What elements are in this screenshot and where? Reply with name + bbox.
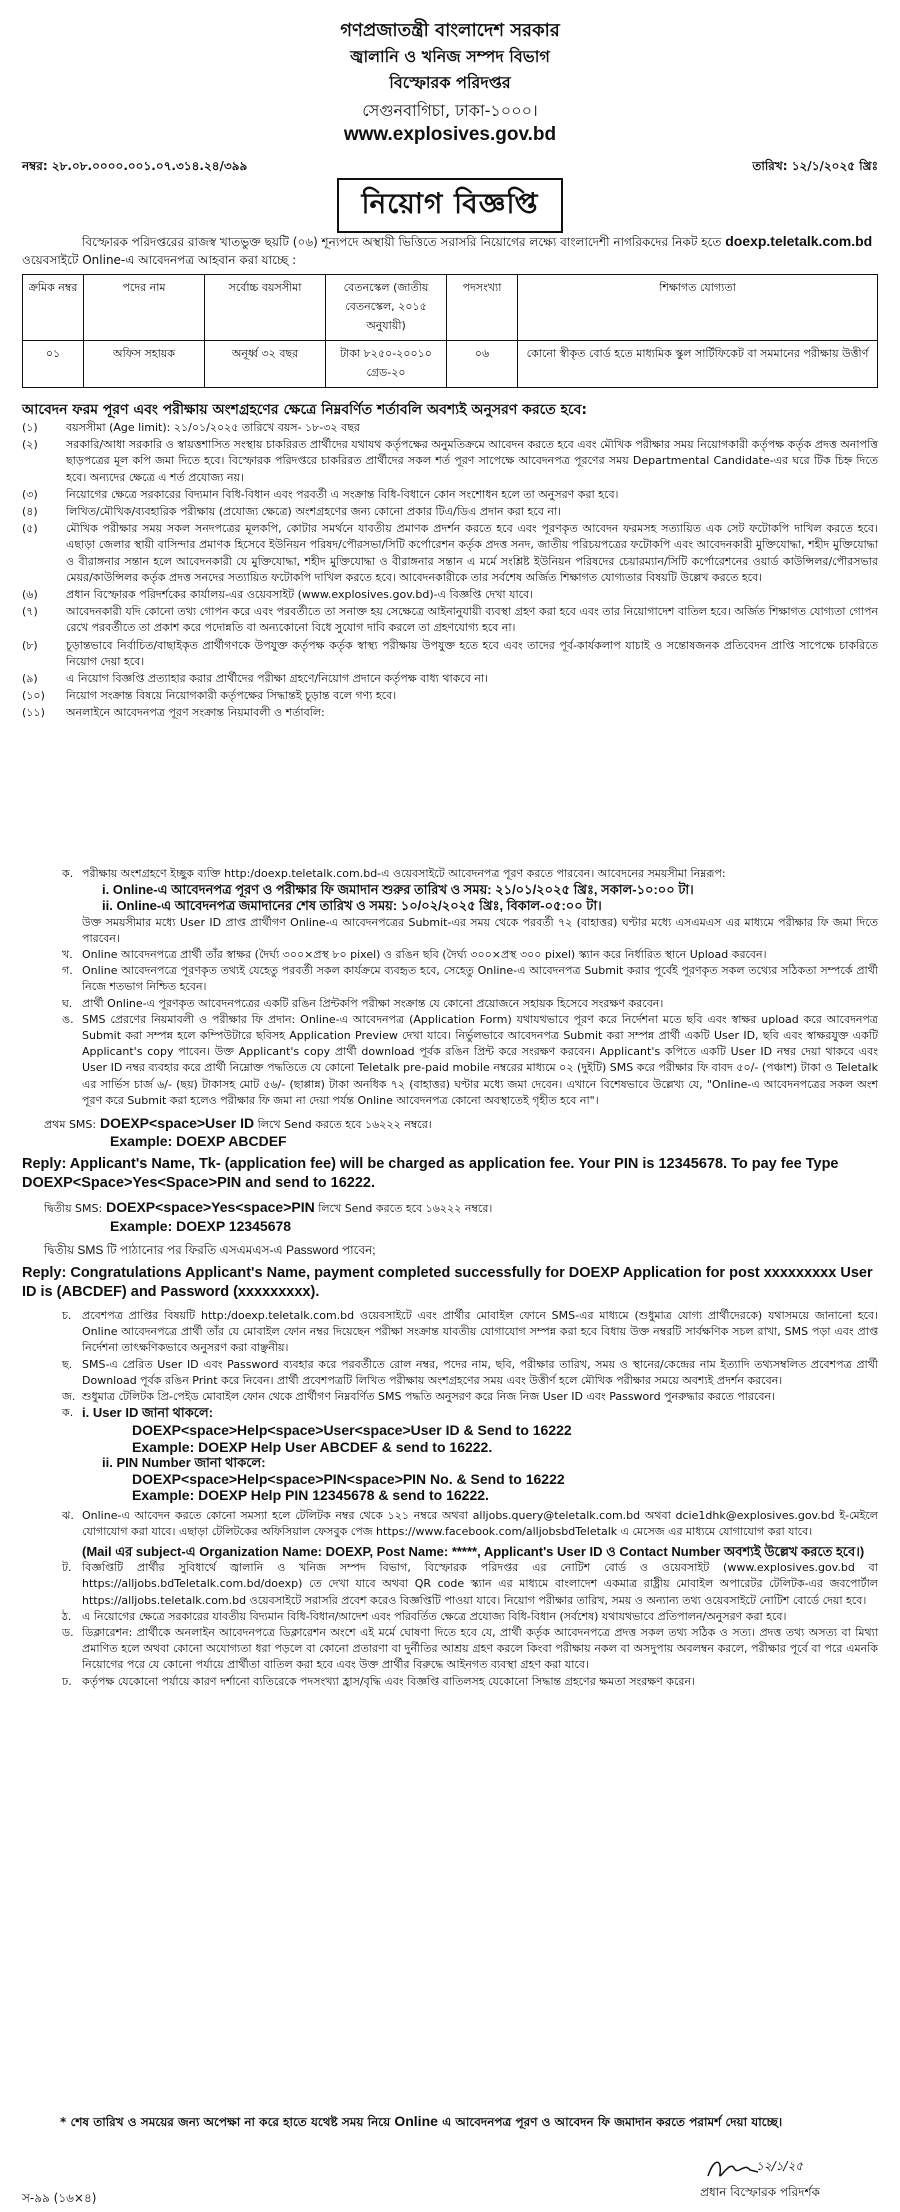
govt-name: গণপ্রজাতন্ত্রী বাংলাদেশ সরকার: [340, 20, 560, 41]
conditions-title: আবেদন ফরম পূরণ এবং পরীক্ষায় অংশগ্রহণের ক্ষেত্রে নিম্নবর্ণিত শর্তাবলি অবশ্যই অনুসরণ করতে হবে:: [22, 402, 588, 418]
cell-qualification: কোনো স্বীকৃত বোর্ড হতে মাধ্যমিক স্কুল সার্টিফিকেট বা সমমানের পরীক্ষায় উত্তীর্ণ: [518, 341, 878, 388]
mail-subject-line: (Mail এর subject-এ Organization Name: DOEXP, Post Name: *****, Applicant's User ID ও Contact Number অবশ্যই উল্লেখ করতে হবে।): [82, 1543, 865, 1559]
rule-dha: ঢ. কর্তৃপক্ষ যেকোনো পর্যায়ে কারণ দর্শানো ব্যতিরেকে পদসংখ্যা হ্রাস/বৃদ্ধি এবং বিজ্ঞপ্তি বাতিলসহ যেকোনো সিদ্ধান্ত গ্রহণের ক্ষমতা সংরক্ষণ করেন।: [62, 1674, 695, 1688]
second-sms-reply: Reply: Congratulations Applicant's Name, payment completed successfully for DOEXP Application for post xxxxxxxxx User ID is (ABCDEF) and Password (xxxxxxxxx).: [22, 1265, 873, 1301]
condition-item: (৩) নিয়োগের ক্ষেত্রে সরকারের বিদ্যমান বিধি-বিধান এবং পরবর্তী এ সংক্রান্ত বিধি-বিধানে কোন সংশোধন হলে তা অনুসরণ করা হবে।: [22, 487, 619, 501]
recovery-pin-example: Example: DOEXP Help PIN 12345678 & send to 16222.: [132, 1487, 489, 1504]
intro-paragraph: [22, 232, 878, 269]
online-rules: [22, 866, 878, 1690]
rule-umo: ঙ. SMS প্রেরণের নিয়মাবলী ও পরীক্ষার ফি প্রদান: Online-এ আবেদনপত্র (Application Form) যথাযথভাবে পূরণ করে নির্দেশনা মতে ছবি এবং স্বাক্ষর upload করে আবেদনপত্র Submit করা সম্পন্ন হলে কম্পিউটারে ছবিসহ Application Preview দেখা যাবে। নির্ভুলভাবে আবেদনপত্র Submit করা সম্পন্ন প্রার্থী একটি User ID, ছবি এবং স্বাক্ষরযুক্ত একটি Applicant's copy পাবেন। উক্ত Applicant's copy প্রার্থী download পূর্বক রঙিন প্রিন্ট করে সংরক্ষণ করবেন। Applicant's কপিতে একটি User ID নম্বর দেয়া থাকবে এবং User ID নম্বর ব্যবহার করে প্রার্থী নিম্নোক্ত পদ্ধতিতে যে কোনো Teletalk pre-paid mobile নম্বরের মাধ্যমে ০২ (দুইটি) SMS করে পরীক্ষার ফি বাবদ ৫০/- (পঞ্চাশ) টাকা ও Teletalk এর সার্ভিস চার্জ ৬/- (ছয়) টাকাসহ মোট ৫৬/- (ছাপ্পান্ন) টাকা অনধিক ৭২ (বাহাত্তর) ঘণ্টার মধ্যে জমা দেবেন। এখানে বিশেষভাবে উল্লেখ্য যে, "Online-এ আবেদনপত্রের সকল অংশ পূরণ করে Submit করা হলেও পরীক্ষার ফি জমা না দেয়া পর্যন্ত Online আবেদনপত্র কোনো অবস্থাতেই গৃহীত হবে না"।: [62, 1012, 878, 1107]
intro-site[interactable]: doexp.teletalk.com.bd: [725, 233, 873, 249]
reference-row: [22, 158, 878, 178]
rule-da: ড. ডিক্লারেশন: প্রার্থীকে অনলাইন আবেদনপত্রে ডিক্লারেশন অংশে এই মর্মে ঘোষণা দিতে হবে যে, প্রার্থী কর্তৃক আবেদনপত্রে প্রদত্ত সকল তথ্য সঠিক ও সত্য। প্রদত্ত তথ্য অসত্য বা মিথ্যা প্রমাণিত হলে অথবা কোনো অযোগ্যতা ধরা পড়লে বা কোনো প্রতারণা বা দুর্নীতির আশ্রয় গ্রহণ করলে কিংবা পরীক্ষায় নকল বা অসদুপায় অবলম্বন করলে, পরীক্ষার পূর্বে বা পরে এমনকি নিয়োগের পরে যে কোনো পর্যায়ে প্রার্থীতা বাতিল করা হবে এবং উক্ত প্রার্থীর বিরুদ্ধে আইনগত ব্যবস্থা গ্রহণ করা যাবে।: [62, 1625, 878, 1672]
first-sms-reply: Reply: Applicant's Name, Tk- (application fee) will be charged as application fee. Your PIN is 12345678. To pay fee Type DOEXP<Space>Yes<Space>PIN and send to 16222.: [22, 1156, 839, 1192]
rule-cha: চ. প্রবেশপত্র প্রাপ্তির বিষয়টি http:/doexp.teletalk.com.bd ওয়েবসাইটে এবং প্রার্থীর মোবাইল ফোনে SMS-এর মাধ্যমে (শুধুমাত্র যোগ্য প্রার্থীদেরকে) যথাসময়ে জানানো হবে। Online আবেদনপত্রে প্রার্থী তাঁর যে মোবাইল ফোন নম্বর দিয়েছেন পরীক্ষা সংক্রান্ত যাবতীয় যোগাযোগ সম্পন্ন করা হবে বিধায় উক্ত নম্বরটি সার্বক্ষণিক সচল রাখা, SMS পড়া এবং প্রাপ্ত নির্দেশনা তাৎক্ষণিকভাবে অনুসরণ করা বাঞ্ছনীয়।: [62, 1309, 878, 1355]
recovery-userid: ক. i. User ID জানা থাকলে:: [62, 1405, 214, 1421]
table-row: [23, 341, 878, 388]
closing-advice: * শেষ তারিখ ও সময়ের জন্য অপেক্ষা না করে হাতে যথেষ্ট সময় নিয়ে Online এ আবেদনপত্র পূরণ ও আবেদন ফি জমাদান করতে পরামর্শ দেয়া যাচ্ছে।: [60, 2113, 783, 2129]
cell-serial: ০১: [23, 341, 84, 388]
after-second-sms: দ্বিতীয় SMS টি পাঠানোর পর ফিরতি এসএমএস-এ Password পাবেন;: [44, 1242, 376, 1257]
col-pay-scale: বেতনস্কেল (জাতীয় বেতনস্কেল, ২০১৫ অনুযায়ী): [326, 275, 447, 341]
condition-item: (৫) মৌখিক পরীক্ষার সময় সকল সনদপত্রের মূলকপি, কোটার সমর্থনে যাবতীয় প্রমাণক প্রদর্শন করতে হবে এবং পূরণকৃত আবেদন ফরমসহ সত্যায়িত এক সেট ফটোকপি দাখিল করতে হবে। এছাড়া জেলার স্থায়ী বাসিন্দার প্রমাণক হিসেবে ইউনিয়ন পরিষদ/পৌরসভা/সিটি কর্পোরেশন কর্তৃক প্রদত্ত সনদ, জাতীয় পরিচয়পত্রের ফটোকপি এবং আবেদনকারী মুক্তিযোদ্ধা, শহীদ মুক্তিযোদ্ধা ও বীরাঙ্গনার সন্তান হলে আবেদনকারী যে মুক্তিযোদ্ধা, শহীদ মুক্তিযোদ্ধা ও বীরাঙ্গনার সন্তান এ মর্মে সংশ্লিষ্ট ইউনিয়ন পরিষদের চেয়ারম্যান/সিটি কর্পোরেশনের ওয়ার্ড কাউন্সিলর/পৌরসভার মেয়র/কাউন্সিলর কর্তৃক প্রদত্ত সনদের সত্যায়িত ফটোকপি দাখিল করতে হবে। আবেদনকারীকে তার সর্বশেষ অর্জিত শিক্ষাগত যোগ্যতার বিষয়টি উল্লেখ করতে হবে।: [22, 522, 878, 584]
recovery-pin: ii. PIN Number জানা থাকলে:: [102, 1454, 266, 1470]
recovery-userid-cmd: DOEXP<space>Help<space>User<space>User ID & Send to 16222: [132, 1422, 572, 1439]
condition-item: (১) বয়সসীমা (Age limit): ২১/০১/২০২৫ তারিখে বয়স- ১৮-৩২ বছর: [22, 421, 360, 434]
memo-number: নম্বর: ২৮.০৮.০০০০.০০১.০৭.৩১৪.২৪/৩৯৯: [22, 159, 248, 173]
rule-jha: ঝ. Online-এ আবেদন করতে কোনো সমস্যা হলে টেলিটক নম্বর থেকে ১২১ নম্বরে অথবা alljobs.query@teletalk.com.bd অথবা dcie1dhk@explosives.gov.bd ই-মেইলে যোগাযোগ করা যাবে। এছাড়া টেলিটকের অফিসিয়াল ফেসবুক পেজ https://www.facebook.com/alljobsbdTeletalk এ মেসেজ এর মাধ্যমে যোগাযোগ করা যাবে।: [62, 1508, 878, 1538]
signature-date: ১২/১/২৫: [756, 2159, 804, 2173]
col-max-age: সর্বোচ্চ বয়সসীমা: [205, 275, 326, 341]
cell-post-name: অফিস সহায়ক: [84, 341, 205, 388]
col-qualification: শিক্ষাগত যোগ্যতা: [518, 275, 878, 341]
first-sms: প্রথম SMS: DOEXP<space>User ID লিখে Send করতে হবে ১৬২২২ নম্বরে।: [44, 1115, 432, 1132]
table-header-row: [23, 275, 878, 341]
rule-ka: ক. পরীক্ষায় অংশগ্রহণে ইচ্ছুক ব্যক্তি http:/doexp.teletalk.com.bd-এ ওয়েবসাইটে আবেদনপত্র পূরণ করতে পারবেন। আবেদনের সময়সীমা নিম্নরূপ:: [62, 867, 726, 880]
sms-instructions: [22, 1115, 878, 1302]
rule-kha: খ. Online আবেদনপত্রে প্রার্থী তাঁর স্বাক্ষর (দৈর্ঘ্য ৩০০×প্রস্থ ৮০ pixel) ও রঙিন ছবি (দৈর্ঘ্য ৩০০×প্রস্থ ৩০০ pixel) স্ক্যান করে নির্ধারিত স্থানে Upload করবেন।: [62, 948, 767, 962]
rule-tha: ঠ. এ নিয়োগের ক্ষেত্রে সরকারের যাবতীয় বিদ্যমান বিধি-বিধান/আদেশ এবং পরিবর্তিত ক্ষেত্রে প্রযোজ্য বিধি-বিধান (সর্বশেষ) যথাযথভাবে প্রতিপালন/অনুসরণ করা হবে।: [62, 1609, 787, 1623]
department-name: বিস্ফোরক পরিদপ্তর: [389, 73, 511, 92]
rule-ta: ট. বিজ্ঞপ্তিটি প্রার্থীর সুবিধার্থে জ্বালানি ও খনিজ সম্পদ বিভাগ, বিস্ফোরক পরিদপ্তর এর নোটিশ বোর্ড ও ওয়েবসাইট (www.explosives.gov.bd বা https://alljobs.bdTeletalk.com.bd/doexp) তে দেখা যাবে অথবা QR code স্ক্যান এর মাধ্যমে বাংলাদেশ একমাত্র রাষ্ট্রীয় মোবাইল অপারেটর টেলিটক-এর জবপোর্টাল https://alljobs.teletalk.com.bd ওয়েবসাইটে সরাসরি প্রবেশ করেও বিজ্ঞপ্তিটি পাওয়া যাবে। নিয়োগ পরীক্ষার তারিখ, সময় ও অন্যান্য তথ্য ওয়েবসাইটে নোটিশ বোর্ডে দেয়া হবে।: [62, 1561, 878, 1607]
condition-item: (৭) আবেদনকারী যদি কোনো তথ্য গোপন করে এবং পরবর্তীতে তা সনাক্ত হয় সেক্ষেত্রে আইনানুযায়ী ব্যবস্থা গ্রহণ করা হবে এবং তার নিয়োগাদেশ বাতিল হবে। অর্জিত শিক্ষাগত যোগ্যতা গোপন রেখে পরবর্তীতে তা প্রকাশ করে পদোন্নতি বা অন্যকোনো বিধে সুযোগ দাবি করলে তা গ্রহণযোগ্য হবে না।: [22, 605, 878, 635]
website[interactable]: www.explosives.gov.bd: [343, 124, 557, 145]
recovery-userid-example: Example: DOEXP Help User ABCDEF & send to 16222.: [132, 1438, 493, 1455]
rule-gha: ঘ. প্রার্থী Online-এ পূরণকৃত আবেদনপত্রের একটি রঙিন প্রিন্টকপি পরীক্ষা সংক্রান্ত যে কোনো প্রয়োজনে সহায়ক হিসেবে সংরক্ষণ করবেন।: [62, 996, 664, 1010]
rule-ka-note: উক্ত সময়সীমার মধ্যে User ID প্রাপ্ত প্রার্থীগণ Online-এ আবেদনপত্রের Submit-এর সময় থেকে পরবর্তী ৭২ (বাহাত্তর) ঘণ্টার মধ্যে এসএমএস এর মাধ্যমে পরীক্ষার ফি জমা দিতে পারবেন।: [82, 915, 878, 945]
second-sms-example: Example: DOEXP 12345678: [110, 1217, 292, 1234]
rule-chha: ছ. SMS-এ প্রেরিত User ID এবং Password ব্যবহার করে পরবর্তীতে রোল নম্বর, পদের নাম, ছবি, পরীক্ষার তারিখ, সময় ও স্থানের/কেন্দ্রের নাম ইত্যাদি তথ্যসম্বলিত প্রবেশপত্র প্রার্থী Download পূর্বক রঙিন Print করে নিবেন। প্রার্থী প্রবেশপত্রটি লিখিত পরীক্ষায় অংশগ্রহণের সময় এবং উত্তীর্ণ হলে মৌখিক পরীক্ষার সময়ে অবশ্যই প্রদর্শন করবেন।: [62, 1357, 878, 1387]
conditions-list: [22, 420, 878, 723]
cell-pay-scale: টাকা ৮২৫০-২০০১০ গ্রেড-২০: [326, 341, 447, 388]
rule-ka-start: i. Online-এ আবেদনপত্র পূরণ ও পরীক্ষার ফি জমাদান শুরুর তারিখ ও সময়: ২১/০১/২০২৫ খ্রিঃ, সকাল-১০:০০ টা।: [102, 882, 694, 898]
notice-title-text: নিয়োগ বিজ্ঞপ্তি: [337, 178, 562, 233]
second-sms: দ্বিতীয় SMS: DOEXP<space>Yes<space>PIN লিখে Send করতে হবে ১৬২২২ নম্বরে।: [44, 1199, 493, 1216]
col-serial: ক্রমিক নম্বর: [23, 275, 84, 341]
condition-item: (৪) লিখিত/মৌখিক/ব্যবহারিক পরীক্ষায় (প্রযোজ্য ক্ষেত্রে) অংশগ্রহণের জন্য কোনো প্রকার টিএ/ডিএ প্রদান করা হবে না।: [22, 505, 562, 519]
condition-item: (১০) নিয়োগ সংক্রান্ত বিষয়ে নিয়োগকারী কর্তৃপক্ষের সিদ্ধান্তই চূড়ান্ত বলে গণ্য হবে।: [22, 689, 397, 703]
division-name: জ্বালানি ও খনিজ সম্পদ বিভাগ: [350, 47, 550, 66]
condition-item: (৯) এ নিয়োগ বিজ্ঞপ্তি প্রত্যাহার করার প্রার্থীদের পরীক্ষা গ্রহণে/নিয়োগ প্রদানে কর্তৃপক্ষ বাধ্য থাকবে না।: [22, 672, 489, 686]
cell-post-count: ০৬: [447, 341, 518, 388]
rule-ka-end: ii. Online-এ আবেদনপত্র জমাদানের শেষ তারিখ ও সময়: ১০/০২/২০২৫ খ্রিঃ, বিকাল-০৫:০০ টা।: [102, 898, 602, 914]
notice-title: [0, 178, 900, 233]
posts-table: [22, 274, 878, 388]
rule-ja: জ. শুধুমাত্র টেলিটক প্রি-পেইড মোবাইল ফোন থেকে প্রার্থীগণ নিম্নবর্ণিত SMS পদ্ধতি অনুসরণ করে নিজ নিজ User ID এবং Password পুনরুদ্ধার করতে পারবেন।: [62, 1390, 776, 1404]
cell-max-age: অনূর্ধ্ব ৩২ বছর: [205, 341, 326, 388]
memo-date: তারিখ: ১২/১/২০২৫ খ্রিঃ: [752, 159, 878, 173]
condition-item: (২) সরকারি/আধা সরকারি ও স্বায়ত্তশাসিত সংস্থায় চাকরিরত প্রার্থীদের যথাযথ কর্তৃপক্ষের অনুমতিক্রমে আবেদন করতে হবে এবং মৌখিক পরীক্ষার সময় নিয়োগকারী কর্তৃপক্ষ কর্তৃক প্রদত্ত অনাপত্তি ছাড়পত্রের মূল কপি জমা দিতে হবে। বিস্ফোরক পরিদপ্তরে চাকরিরত প্রার্থীদের সকল শর্ত পূরণ সাপেক্ষে আবেদনপত্র পূরণের সময় Departmental Candidate-এর ঘরে টিক চিহ্ন দিতে হবে। অন্যদের ক্ষেত্রে এ শর্ত প্রযোজ্য নয়।: [22, 438, 878, 484]
condition-item: (৬) প্রধান বিস্ফোরক পরিদর্শকের কার্যালয়-এর ওয়েবসাইট (www.explosives.gov.bd)-এ বিজ্ঞপ্তি দেখা যাবে।: [22, 588, 534, 602]
address: সেগুনবাগিচা, ঢাকা-১০০০।: [362, 101, 538, 120]
condition-item: (৮) চূড়ান্তভাবে নির্বাচিত/বাছাইকৃত প্রার্থীগণকে উপযুক্ত কর্তৃপক্ষ কর্তৃক স্বাস্থ্য পরীক্ষায় উপযুক্ত হতে হবে এবং তাদের পূর্ব-কার্যকলাপ যাচাই ও সন্তোষজনক প্রতিবেদন প্রাপ্তি সাপেক্ষে চাকরিতে নিয়োগ দেয়া হবে।: [22, 638, 878, 668]
recovery-pin-cmd: DOEXP<space>Help<space>PIN<space>PIN No. & Send to 16222: [132, 1471, 565, 1488]
col-post-name: পদের নাম: [84, 275, 205, 341]
rule-ga: গ. Online আবেদনপত্রে পূরণকৃত তথ্যই যেহেতু পরবর্তী সকল কার্যক্রমে ব্যবহৃত হবে, সেহেতু Online-এ আবেদনপত্র Submit করার পূর্বেই পূরণকৃত সকল তথ্যের সঠিকতা সম্পর্কে প্রার্থী নিজে শতভাগ নিশ্চিত হবেন।: [62, 964, 878, 994]
intro-rest: ওয়েবসাইটে Online-এ আবেদনপত্র আহবান করা যাচ্ছে :: [22, 253, 297, 267]
intro-text: বিস্ফোরক পরিদপ্তরের রাজস্ব খাতভুক্ত ছয়টি (০৬) শূন্যপদে অস্থায়ী ভিত্তিতে সরাসরি নিয়োগের লক্ষ্যে বাংলাদেশী নাগরিকদের নিকট হতে: [82, 235, 722, 249]
form-code: স-৯৯ (১৬×৪): [22, 2191, 97, 2205]
condition-item: (১১) অনলাইনে আবেদনপত্র পূরণ সংক্রান্ত নিয়মাবলী ও শর্তাবলি:: [22, 706, 325, 720]
signatory-title: প্রধান বিস্ফোরক পরিদর্শক: [700, 2185, 820, 2199]
first-sms-example: Example: DOEXP ABCDEF: [110, 1133, 287, 1150]
col-post-count: পদসংখ্যা: [447, 275, 518, 341]
